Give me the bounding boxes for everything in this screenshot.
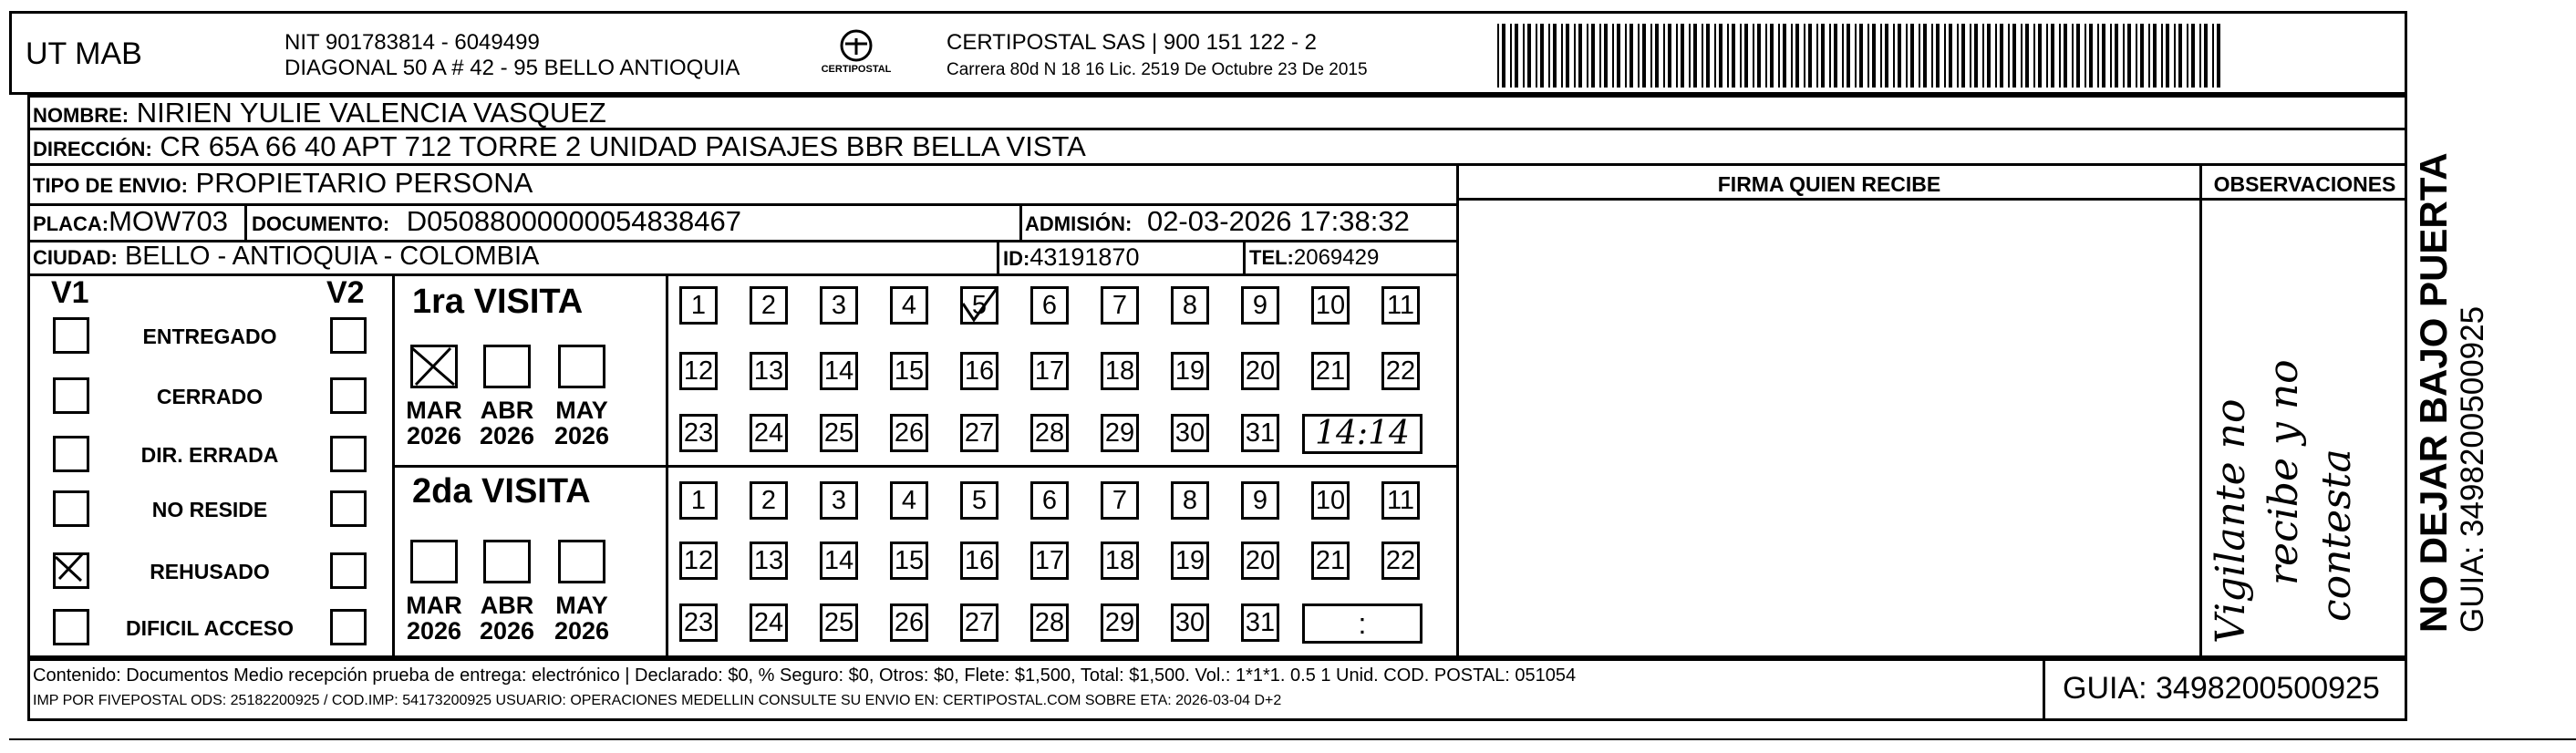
id-row (1003, 243, 1139, 272)
visit2-day-box[interactable]: 18 (1101, 542, 1139, 580)
visit1-month-year: 2026 (479, 422, 535, 449)
visit2-day-box[interactable]: 12 (679, 542, 718, 580)
visit2-day-box[interactable]: 21 (1311, 542, 1350, 580)
placa-label: PLACA: (33, 212, 109, 235)
visit2-day-box[interactable]: 4 (890, 481, 928, 520)
nombre-row (33, 97, 606, 129)
visit2-month-checkbox[interactable] (558, 540, 605, 583)
visit2-day-box[interactable]: 7 (1101, 481, 1139, 520)
visit1-day-box[interactable]: 16 (960, 352, 998, 390)
status-v2-checkbox[interactable] (330, 552, 367, 589)
placa-row (33, 205, 228, 238)
visit2-day-box[interactable]: 17 (1030, 542, 1069, 580)
visit1-day-box[interactable]: 29 (1101, 414, 1139, 452)
firma-label: FIRMA QUIEN RECIBE (1717, 172, 1941, 196)
visit1-day-box[interactable]: 3 (820, 286, 858, 325)
visit1-day-box[interactable]: 17 (1030, 352, 1069, 390)
carrier-name: CERTIPOSTAL SAS | 900 151 122 - 2 (947, 30, 1317, 55)
visit2-day-box[interactable]: 31 (1241, 603, 1279, 642)
visit2-month-year: 2026 (479, 617, 535, 645)
status-label: CERRADO (156, 385, 264, 408)
visit2-month-year: 2026 (553, 617, 610, 645)
visit1-month-checkbox[interactable] (558, 345, 605, 388)
visit1-day-box[interactable]: 8 (1171, 286, 1209, 325)
observation-line-2: recibe y no (2260, 359, 2307, 585)
admision-label: ADMISIÓN: (1025, 212, 1133, 235)
id-label: ID: (1003, 247, 1030, 270)
visit2-day-box[interactable]: 30 (1171, 603, 1209, 642)
side-warning: NO DEJAR BAJO PUERTA (2412, 152, 2455, 633)
observaciones-label: OBSERVACIONES (2213, 172, 2396, 196)
status-v2-checkbox[interactable] (330, 317, 367, 354)
status-v2-checkbox[interactable] (330, 609, 367, 645)
visit2-month-label (549, 593, 615, 644)
visit2-day-box[interactable]: 5 (960, 481, 998, 520)
visit1-day-box[interactable]: 5 (960, 286, 998, 325)
visit2-title: 2da VISITA (412, 472, 591, 511)
visit1-day-box[interactable]: 27 (960, 414, 998, 452)
visit2-month-name: MAY (555, 592, 608, 619)
visit2-day-box[interactable]: 2 (750, 481, 788, 520)
visit1-month-checkbox[interactable] (410, 345, 458, 388)
direccion-value: CR 65A 66 40 APT 712 TORRE 2 UNIDAD PAISAJES BBR BELLA VISTA (160, 130, 1086, 162)
visit1-day-box[interactable]: 26 (890, 414, 928, 452)
placa-value: MOW703 (109, 205, 229, 237)
visit1-day-box[interactable]: 30 (1171, 414, 1209, 452)
visit1-day-box[interactable]: 18 (1101, 352, 1139, 390)
visit2-day-box[interactable]: 6 (1030, 481, 1069, 520)
status-v1-checkbox[interactable] (53, 317, 89, 354)
visit1-day-box[interactable]: 28 (1030, 414, 1069, 452)
visit2-month-name: MAR (406, 592, 462, 619)
visit1-day-box[interactable]: 31 (1241, 414, 1279, 452)
visit1-day-box[interactable]: 14 (820, 352, 858, 390)
visit1-day-box[interactable]: 7 (1101, 286, 1139, 325)
visit1-day-box[interactable]: 9 (1241, 286, 1279, 325)
visit2-day-box[interactable]: 1 (679, 481, 718, 520)
ciudad-label: CIUDAD: (33, 246, 118, 269)
visit1-month-name: MAY (555, 397, 608, 424)
visit1-day-box[interactable]: 19 (1171, 352, 1209, 390)
visit1-day-box[interactable]: 24 (750, 414, 788, 452)
v1-label: V1 (51, 275, 89, 310)
tel-value: 2069429 (1293, 245, 1380, 270)
visit1-time-box[interactable]: 14:14 (1302, 414, 1422, 454)
admision-row (1025, 205, 1410, 238)
visit1-month-label (401, 397, 467, 449)
visit2-month-checkbox[interactable] (483, 540, 531, 583)
visit1-day-box[interactable]: 10 (1311, 286, 1350, 325)
visit1-day-box[interactable]: 23 (679, 414, 718, 452)
visit2-month-year: 2026 (406, 617, 462, 645)
visit2-day-box[interactable]: 26 (890, 603, 928, 642)
status-label: ENTREGADO (142, 325, 277, 348)
visit2-day-box[interactable]: 24 (750, 603, 788, 642)
admision-value: 02-03-2026 17:38:32 (1146, 205, 1410, 237)
direccion-label: DIRECCIÓN: (33, 138, 152, 160)
id-value: 43191870 (1029, 243, 1140, 271)
status-label: DIR. ERRADA (140, 443, 279, 467)
visit1-month-label (474, 397, 540, 449)
footer-line-2: IMP POR FIVEPOSTAL ODS: 25182200925 / COD.IMP: 54173200925 USUARIO: OPERACIONES MEDELLIN CONSULTE SU ENVIO EN: CERTIPOSTAL.COM SOBRE ETA: 2026-03-04 D+2 (33, 693, 1282, 708)
tel-label: TEL: (1249, 246, 1294, 269)
status-v1-checkbox[interactable] (53, 609, 89, 645)
observation-line-3: contesta (2313, 449, 2360, 622)
visit2-day-box[interactable]: 14 (820, 542, 858, 580)
visit2-day-box[interactable]: 8 (1171, 481, 1209, 520)
visit1-day-box[interactable]: 11 (1381, 286, 1420, 325)
visit1-month-year: 2026 (406, 422, 462, 449)
visit2-day-box[interactable]: 29 (1101, 603, 1139, 642)
visit1-day-box[interactable]: 22 (1381, 352, 1420, 390)
v2-label: V2 (326, 275, 365, 310)
visit2-day-box[interactable]: 23 (679, 603, 718, 642)
side-guia: GUIA: 3498200500925 (2455, 305, 2490, 633)
status-label: REHUSADO (150, 560, 270, 583)
visit1-day-box[interactable]: 1 (679, 286, 718, 325)
visit2-time-box[interactable]: : (1302, 603, 1422, 644)
status-v2-checkbox[interactable] (330, 490, 367, 527)
ciudad-value: BELLO - ANTIOQUIA - COLOMBIA (124, 242, 540, 271)
status-label: DIFICIL ACCESO (125, 616, 294, 640)
nombre-value: NIRIEN YULIE VALENCIA VASQUEZ (136, 97, 606, 129)
visit2-day-box[interactable]: 16 (960, 542, 998, 580)
visit1-month-name: MAR (406, 397, 462, 424)
tipo-label: TIPO DE ENVIO: (33, 174, 188, 197)
status-v1-checkbox[interactable] (53, 490, 89, 527)
status-v2-checkbox[interactable] (330, 436, 367, 472)
visit2-day-box[interactable]: 10 (1311, 481, 1350, 520)
tipo-row (33, 167, 533, 200)
visit1-day-box[interactable]: 15 (890, 352, 928, 390)
company-address: DIAGONAL 50 A # 42 - 95 BELLO ANTIOQUIA (284, 56, 740, 80)
documento-label: DOCUMENTO: (252, 212, 390, 235)
visit1-month-checkbox[interactable] (483, 345, 531, 388)
status-v1-checkbox[interactable] (53, 377, 89, 414)
visit2-month-name: ABR (480, 592, 534, 619)
visit2-day-box[interactable]: 9 (1241, 481, 1279, 520)
barcode (1495, 24, 2225, 88)
visit2-day-box[interactable]: 20 (1241, 542, 1279, 580)
visit1-day-box[interactable]: 4 (890, 286, 928, 325)
visit1-day-box[interactable]: 12 (679, 352, 718, 390)
visit2-day-box[interactable]: 19 (1171, 542, 1209, 580)
nombre-label: NOMBRE: (33, 104, 129, 127)
observation-line-1: Vigilante no (2208, 398, 2254, 644)
company-name: UT MAB (26, 36, 142, 71)
visit1-day-box[interactable]: 21 (1311, 352, 1350, 390)
visit2-month-checkbox[interactable] (410, 540, 458, 583)
visit2-day-box[interactable]: 28 (1030, 603, 1069, 642)
status-v1-checkbox[interactable] (53, 436, 89, 472)
visit2-day-box[interactable]: 25 (820, 603, 858, 642)
visit1-month-year: 2026 (553, 422, 610, 449)
ciudad-row (33, 242, 539, 272)
visit2-day-box[interactable]: 13 (750, 542, 788, 580)
status-v1-checkbox[interactable] (53, 552, 89, 589)
carrier-address: Carrera 80d N 18 16 Lic. 2519 De Octubre 23 De 2015 (947, 60, 1368, 79)
footer-line-1: Contenido: Documentos Medio recepción prueba de entrega: electrónico | Declarado: $0, % Seguro: $0, Otros: $0, Flete: $1,500, Total: $1,500. Vol.: 1*1*1. 0.5 1 Unid. COD. POSTAL: 051054 (33, 665, 1577, 686)
footer-guia: GUIA: 3498200500925 (2063, 671, 2380, 706)
visit1-day-box[interactable]: 25 (820, 414, 858, 452)
status-label: NO RESIDE (151, 498, 268, 521)
visit2-day-box[interactable]: 27 (960, 603, 998, 642)
visit2-month-label (401, 593, 467, 644)
visit1-day-box[interactable]: 2 (750, 286, 788, 325)
logo-text: CERTIPOSTAL (821, 64, 892, 75)
certipostal-logo (815, 27, 897, 80)
visit2-month-label (474, 593, 540, 644)
tel-row (1249, 245, 1379, 271)
company-nit: NIT 901783814 - 6049499 (284, 30, 540, 55)
visit2-day-box[interactable]: 3 (820, 481, 858, 520)
documento-value: D05088000000054838467 (406, 205, 741, 237)
direccion-row (33, 130, 1086, 163)
visit2-day-box[interactable]: 11 (1381, 481, 1420, 520)
status-v2-checkbox[interactable] (330, 377, 367, 414)
visit1-title: 1ra VISITA (412, 283, 584, 321)
visit1-day-box[interactable]: 13 (750, 352, 788, 390)
visit2-day-box[interactable]: 15 (890, 542, 928, 580)
visit2-day-box[interactable]: 22 (1381, 542, 1420, 580)
visit1-day-box[interactable]: 6 (1030, 286, 1069, 325)
tipo-value: PROPIETARIO PERSONA (195, 167, 533, 199)
visit1-month-label (549, 397, 615, 449)
documento-row (252, 205, 741, 238)
visit1-day-box[interactable]: 20 (1241, 352, 1279, 390)
visit1-month-name: ABR (480, 397, 534, 424)
